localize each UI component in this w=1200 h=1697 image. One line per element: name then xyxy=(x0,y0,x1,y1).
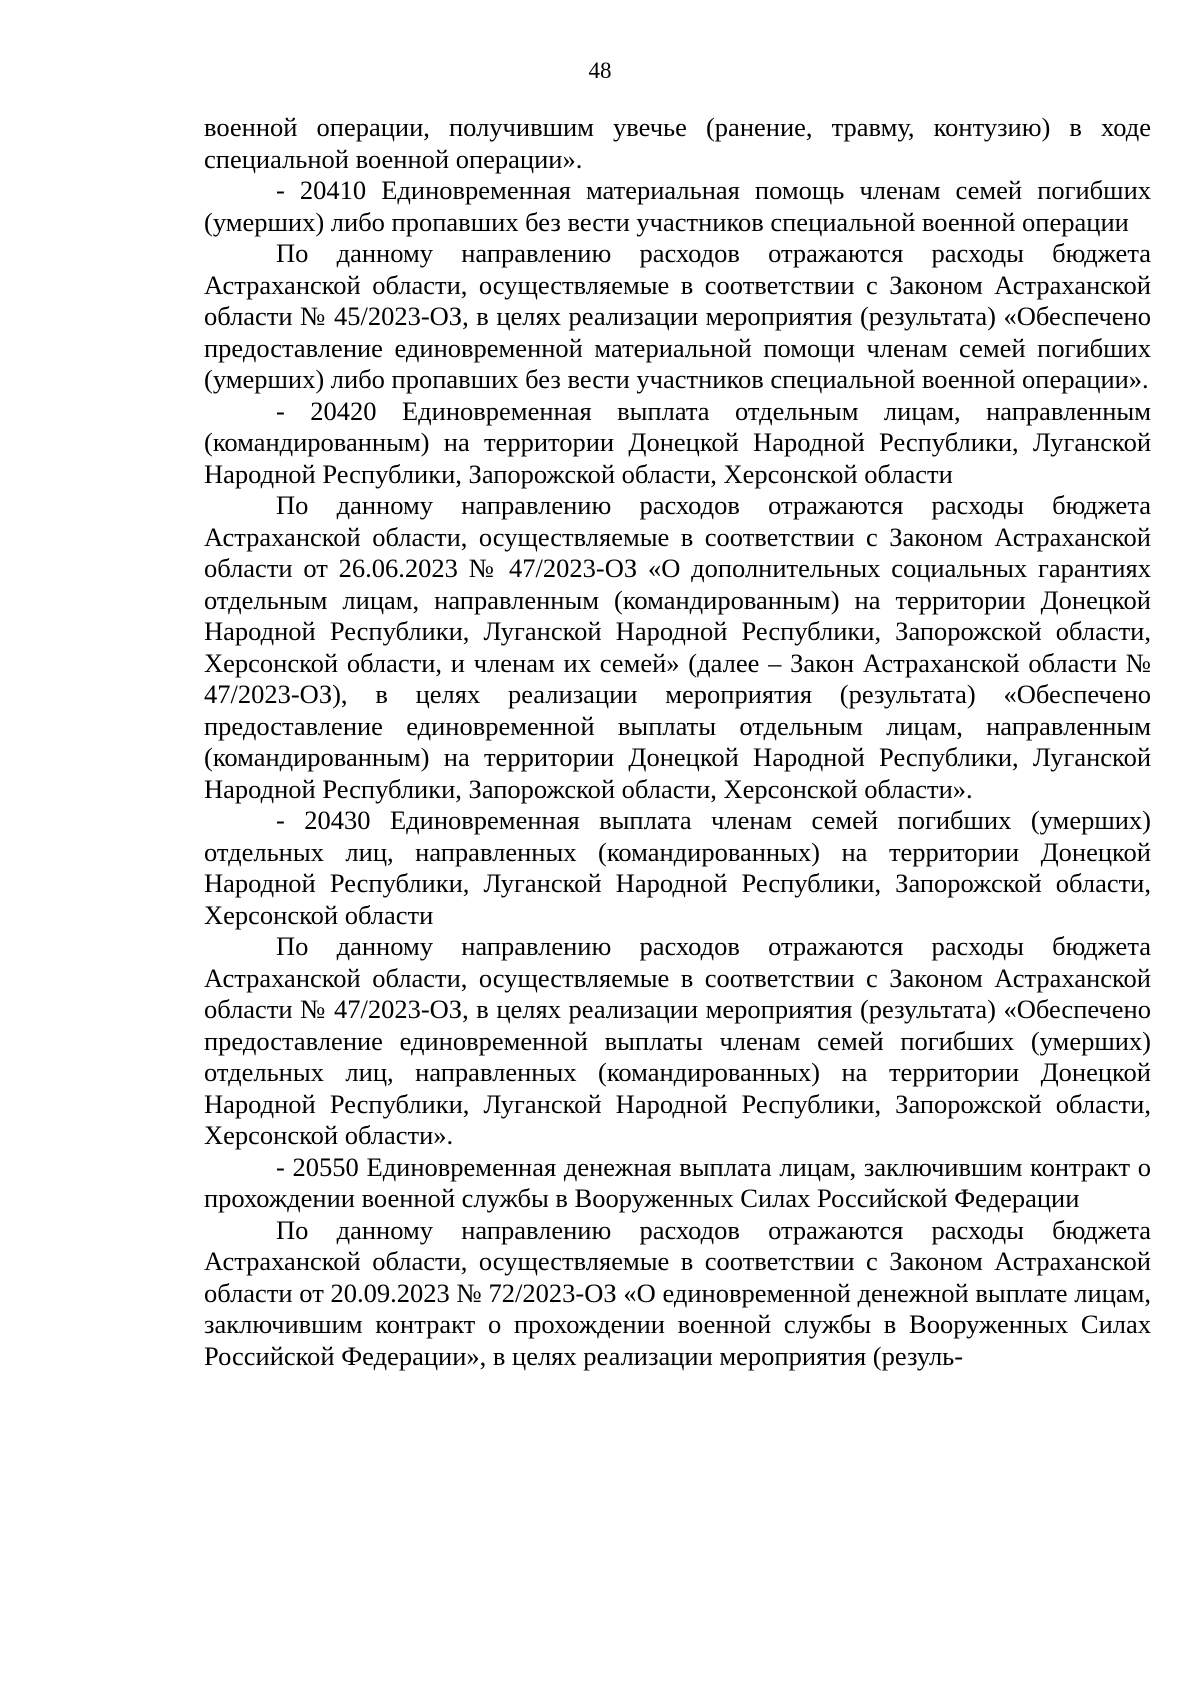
document-body xyxy=(204,112,1151,1372)
paragraph-item-20420: - 20420 Единовременная выплата отдельным лицам, направленным (командированным) на территории Донецкой Народной Республики, Луганской Народной Республики, Запорожской области, Херсонской области xyxy=(204,395,1151,489)
page-number: 48 xyxy=(588,58,612,83)
paragraph-item-20430: - 20430 Единовременная выплата членам семей погибших (умерших) отдельных лиц, направленных (командированных) на территории Донецкой Народной Республики, Луганской Народной Республики, Запорожской области, Херсонской области xyxy=(204,805,1151,930)
paragraph-description-20410: По данному направлению расходов отражаются расходы бюджета Астраханской области, осуществляемые в соответствии с Законом Астраханской области № 45/2023-ОЗ, в целях реализации мероприятия (результата) «Обеспечено предоставление единовременной материальной помощи членам семей погибших (умерших) либо пропавших без вести участников специальной военной операции». xyxy=(204,238,1151,394)
paragraph-item-20410: - 20410 Единовременная материальная помощь членам семей погибших (умерших) либо пропавших без вести участников специальной военной операции xyxy=(204,175,1151,237)
paragraph-description-20420: По данному направлению расходов отражаются расходы бюджета Астраханской области, осуществляемые в соответствии с Законом Астраханской области от 26.06.2023 № 47/2023-ОЗ «О дополнительных социальных гарантиях отдельным лицам, направленным (командированным) на территории Донецкой Народной Республики, Луганской Народной Республики, Запорожской области, Херсонской области, и членам их семей» (далее – Закон Астраханской области № 47/2023-ОЗ), в целях реализации мероприятия (результата) «Обеспечено предоставление единовременной выплаты отдельным лицам, направленным (командированным) на территории Донецкой Народной Республики, Луганской Народной Республики, Запорожской области, Херсонской области». xyxy=(204,490,1151,804)
paragraph-item-20550: - 20550 Единовременная денежная выплата лицам, заключившим контракт о прохождении военной службы в Вооруженных Силах Российской Федерации xyxy=(204,1151,1151,1213)
paragraph-description-20550: По данному направлению расходов отражаются расходы бюджета Астраханской области, осуществляемые в соответствии с Законом Астраханской области от 20.09.2023 № 72/2023-ОЗ «О единовременной денежной выплате лицам, заключившим контракт о прохождении военной службы в Вооруженных Силах Российской Федерации», в целях реализации мероприятия (резуль- xyxy=(204,1214,1151,1371)
paragraph-continuation: военной операции, получившим увечье (ранение, травму, контузию) в ходе специальной военной операции». xyxy=(204,112,1151,174)
paragraph-description-20430: По данному направлению расходов отражаются расходы бюджета Астраханской области, осуществляемые в соответствии с Законом Астраханской области № 47/2023-ОЗ, в целях реализации мероприятия (результата) «Обеспечено предоставление единовременной выплаты членам семей погибших (умерших) отдельных лиц, направленных (командированных) на территории Донецкой Народной Республики, Луганской Народной Республики, Запорожской области, Херсонской области». xyxy=(204,931,1151,1150)
